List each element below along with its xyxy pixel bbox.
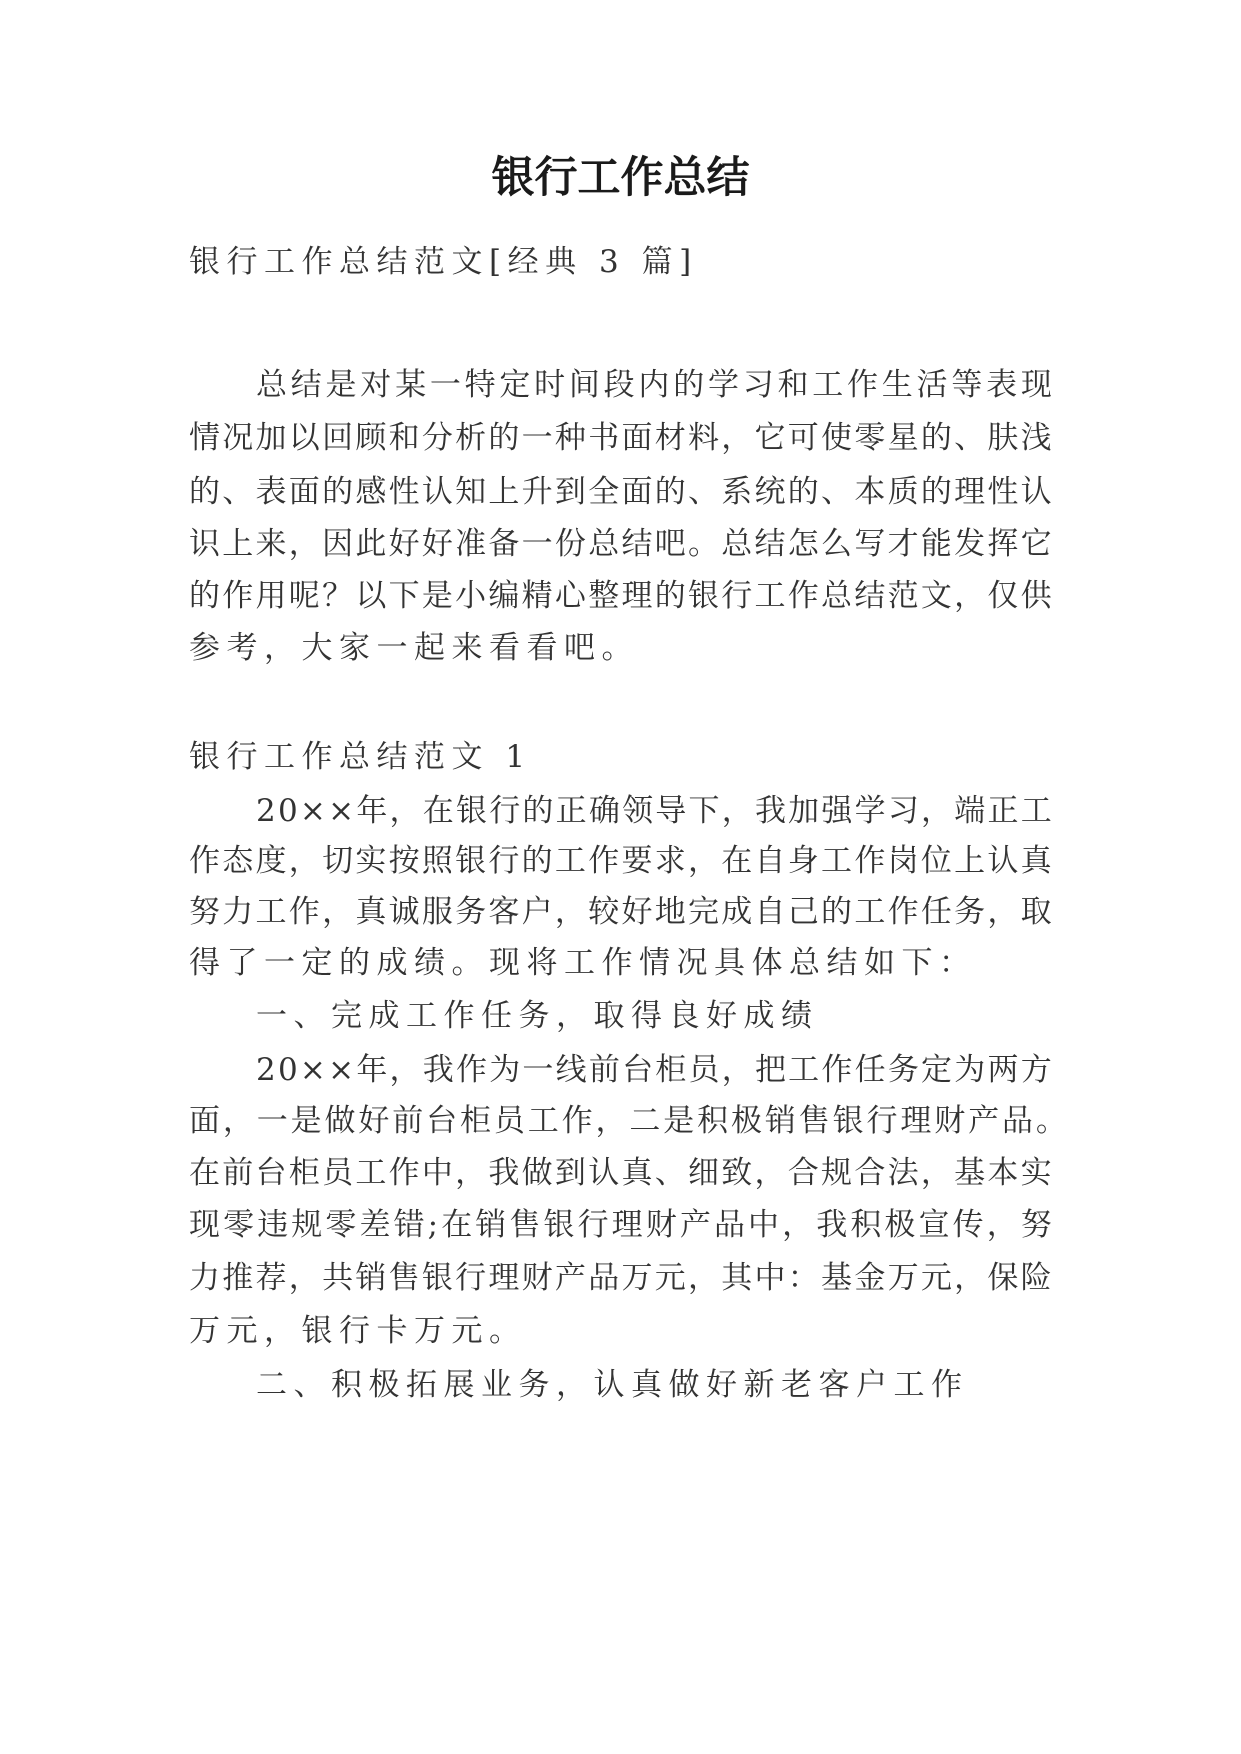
paragraph-line: 面 ， 一 是 做 好 前 台 柜 员 工 作 ， 二 是 积 极 销 售 银 行 理 财 产 品 。 (189, 1103, 1067, 1139)
paragraph-line: 万 元 ， 银 行 卡 万 元 。 (189, 1313, 520, 1349)
paragraph-line: 努 力 工 作 ， 真 诚 服 务 客 户 ， 较 好 地 完 成 自 己 的 工 作 任 务 ， 取 (189, 894, 1052, 930)
intro-line: 总 结 是 对 某 一 特 定 时 间 段 内 的 学 习 和 工 作 生 活 等 表 现 (256, 367, 1052, 403)
section-heading: 银 行 工 作 总 结 范 文 1 (189, 739, 526, 775)
paragraph-line: 作 态 度 ， 切 实 按 照 银 行 的 工 作 要 求 ， 在 自 身 工 作 岗 位 上 认 真 (189, 843, 1052, 879)
paragraph-line: 得 了 一 定 的 成 绩 。 现 将 工 作 情 况 具 体 总 结 如 下 ： (189, 945, 970, 981)
paragraph-line: 2 0 × × 年 ， 在 银 行 的 正 确 领 导 下 ， 我 加 强 学 习 ， 端 正 工 (256, 793, 1052, 829)
intro-line: 的 作 用 呢 ？ 以 下 是 小 编 精 心 整 理 的 银 行 工 作 总 结 范 文 ， 仅 供 (189, 578, 1052, 614)
point-heading: 二 、 积 极 拓 展 业 务 ， 认 真 做 好 新 老 客 户 工 作 (256, 1367, 962, 1403)
document-title: 银行工作总结 (491, 153, 750, 203)
paragraph-line: 现 零 违 规 零 差 错 ; 在 销 售 银 行 理 财 产 品 中 ， 我 积 极 宣 传 ， 努 (189, 1207, 1052, 1243)
paragraph-line: 力 推 荐 ， 共 销 售 银 行 理 财 产 品 万 元 ， 其 中 ： 基 金 万 元 ， 保 险 (189, 1260, 1052, 1296)
paragraph-line: 在 前 台 柜 员 工 作 中 ， 我 做 到 认 真 、 细 致 ， 合 规 合 法 ， 基 本 实 (189, 1155, 1052, 1191)
point-heading: 一 、 完 成 工 作 任 务 ， 取 得 良 好 成 绩 (256, 998, 812, 1034)
paragraph-line: 2 0 × × 年 ， 我 作 为 一 线 前 台 柜 员 ， 把 工 作 任 务 定 为 两 方 (256, 1052, 1052, 1088)
document-subtitle: 银 行 工 作 总 结 范 文 [ 经 典 3 篇 ] (189, 244, 692, 280)
intro-line: 识 上 来 ， 因 此 好 好 准 备 一 份 总 结 吧 。 总 结 怎 么 写 才 能 发 挥 它 (189, 526, 1052, 562)
intro-line: 参 考 ， 大 家 一 起 来 看 看 吧 。 (189, 630, 633, 666)
intro-line: 情 况 加 以 回 顾 和 分 析 的 一 种 书 面 材 料 ， 它 可 使 零 星 的 、 肤 浅 (189, 420, 1052, 456)
intro-line: 的 、 表 面 的 感 性 认 知 上 升 到 全 面 的 、 系 统 的 、 本 质 的 理 性 认 (189, 474, 1052, 510)
